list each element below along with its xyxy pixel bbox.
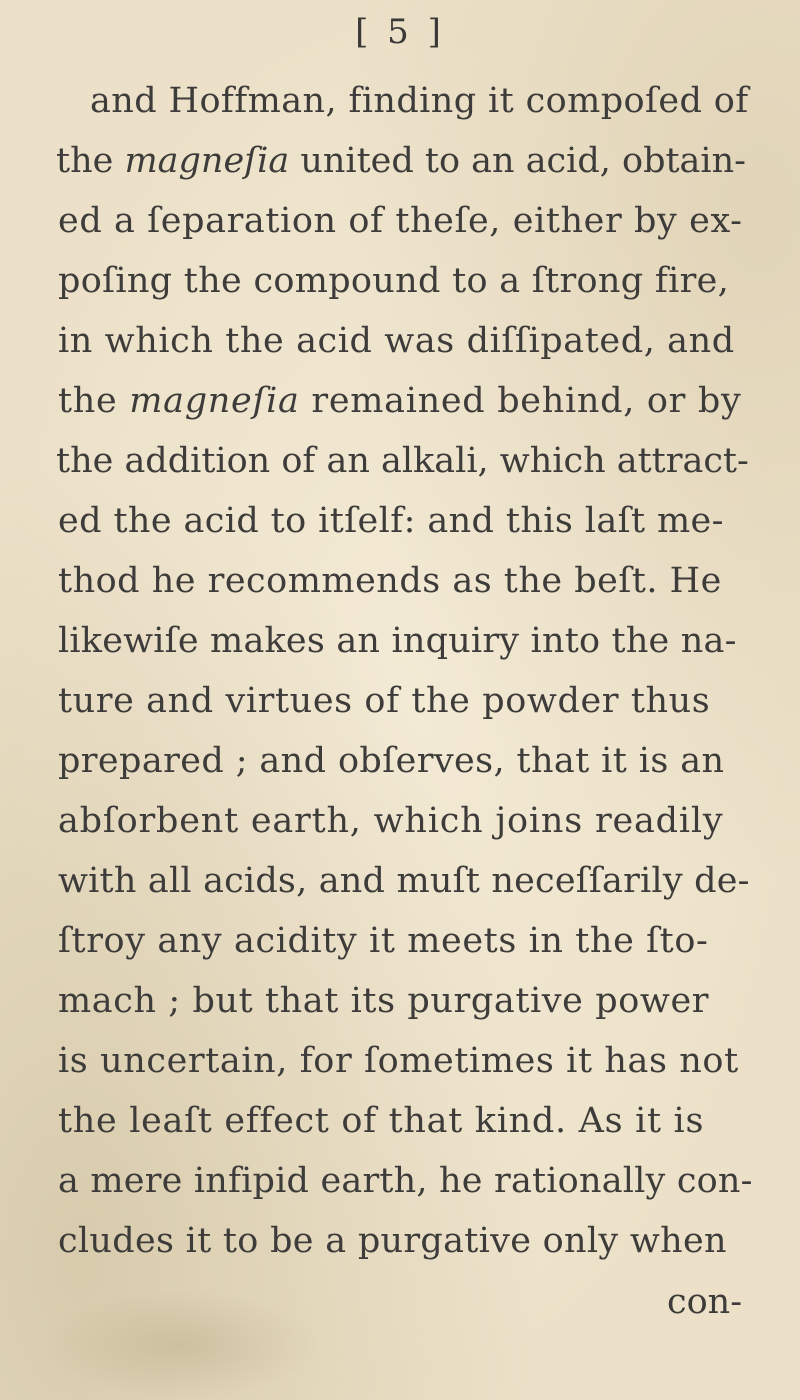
paper-stain bbox=[40, 1290, 320, 1400]
page-number: [ 5 ] bbox=[355, 12, 445, 52]
text-line: cludes it to be a purgative only when bbox=[58, 1221, 727, 1261]
text-line: and Hoffman, finding it compoſed of bbox=[90, 81, 749, 121]
text-line: mach ; but that its purgative power bbox=[58, 981, 710, 1021]
text-line: with all acids, and muſt neceſſarily de- bbox=[58, 861, 750, 901]
text-line: a mere infipid earth, he rationally con- bbox=[58, 1161, 753, 1201]
text-line: likewiſe makes an inquiry into the na- bbox=[58, 621, 737, 661]
text-line: poſing the compound to a ſtrong fire, bbox=[58, 261, 730, 301]
text-line: the magneſia united to an acid, obtain- bbox=[56, 141, 746, 181]
text-line: thod he recommends as the beſt. He bbox=[58, 561, 722, 601]
text-line: the magneſia remained behind, or by bbox=[58, 381, 742, 421]
text-line: ed the acid to itſelf: and this laſt me- bbox=[58, 501, 724, 541]
italic-word: magneſia bbox=[124, 141, 290, 181]
text-line: the leaſt effect of that kind. As it is bbox=[58, 1101, 705, 1141]
text-line: is uncertain, for ſometimes it has not bbox=[58, 1041, 739, 1081]
italic-word: magneſia bbox=[129, 381, 300, 421]
text-line: ed a ſeparation of theſe, either by ex- bbox=[58, 201, 743, 241]
text-line: prepared ; and obſerves, that it is an bbox=[58, 741, 725, 781]
text-line: abſorbent earth, which joins readily bbox=[58, 801, 724, 841]
text-line: the addition of an alkali, which attract- bbox=[56, 441, 749, 481]
text-line: ture and virtues of the powder thus bbox=[58, 681, 711, 721]
text-line: ſtroy any acidity it meets in the ſto- bbox=[58, 921, 709, 961]
text-line: in which the acid was diſſipated, and bbox=[58, 321, 735, 361]
catchword: con- bbox=[667, 1282, 743, 1322]
